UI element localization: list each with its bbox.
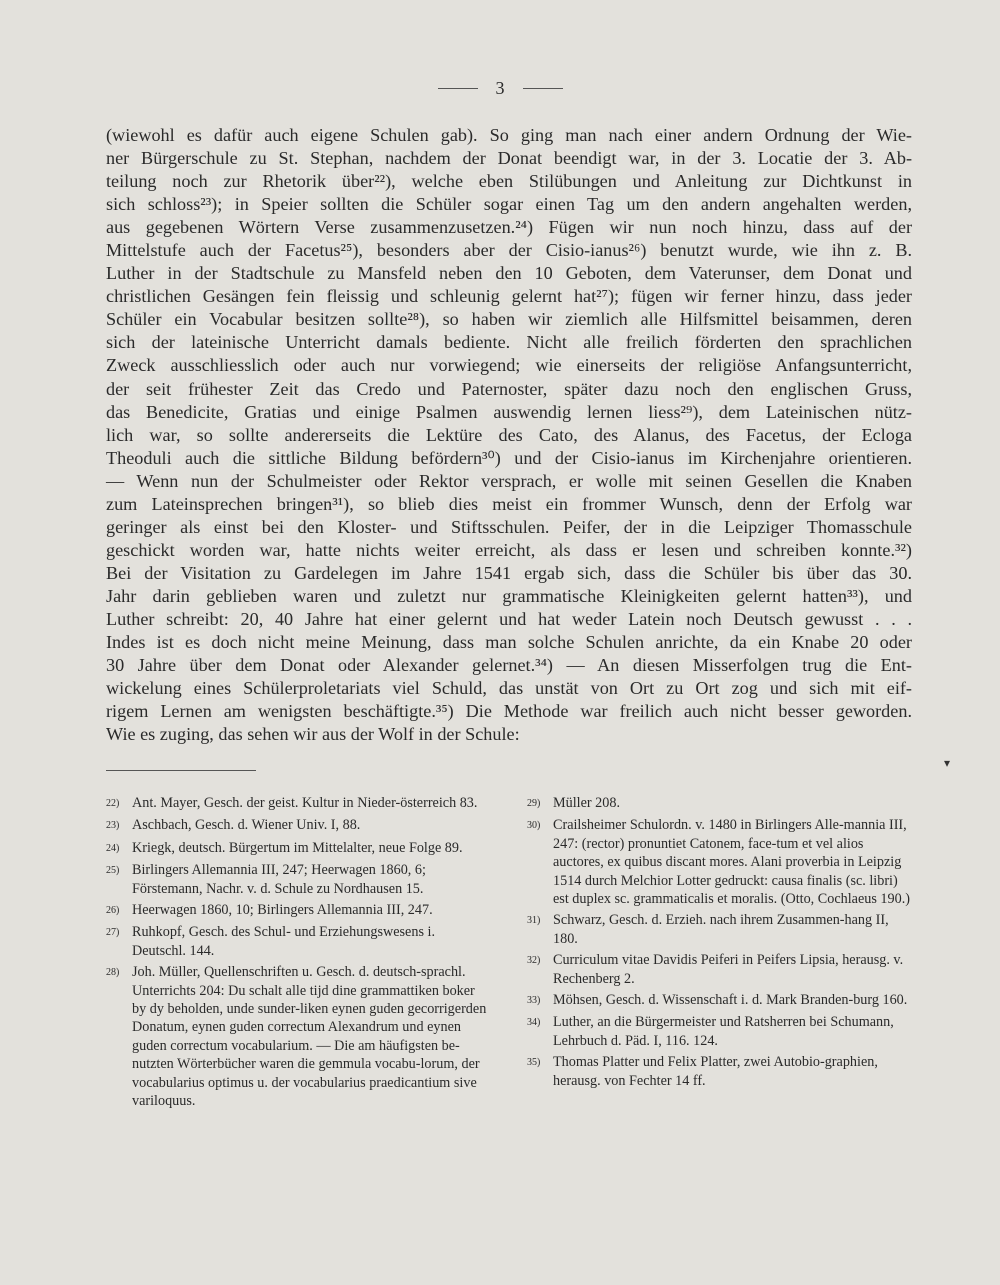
body-line: geringer als einst bei den Kloster- und Stiftsschulen. Peifer, der in die Leipziger Thomasschule	[106, 516, 912, 537]
footnote-text: Möhsen, Gesch. d. Wissenschaft i. d. Mark Branden-burg 160.	[553, 992, 908, 1009]
footnotes	[106, 794, 912, 1114]
footnote-item	[527, 951, 912, 988]
footnote-text: Schwarz, Gesch. d. Erzieh. nach ihrem Zusammen-hang II, 180.	[553, 912, 889, 947]
body-line: ner Bürgerschule zu St. Stephan, nachdem der Donat beendigt war, in der 3. Locatie der 3. Ab-	[106, 148, 912, 169]
body-line: Luther in der Stadtschule zu Mansfeld neben den 10 Geboten, dem Vaterunser, dem Donat und	[106, 263, 912, 284]
footnote-number: 29)	[527, 798, 541, 809]
footnote-item	[106, 963, 491, 1110]
footnote-item	[527, 794, 912, 813]
footnote-item	[106, 923, 491, 960]
header-rule-right	[523, 88, 563, 89]
body-line: wickelung eines Schülerproletariats viel Schuld, das unstät von Ort zu Ort zog und sich mit eif-	[106, 678, 912, 699]
footnote-item	[106, 816, 491, 835]
footnote-item	[527, 991, 912, 1010]
footnote-rule	[106, 770, 256, 771]
body-line: teilung noch zur Rhetorik über²²), welche eben Stilübungen und Anleitung zur Dichtkunst in	[106, 171, 912, 192]
footnote-text: Ant. Mayer, Gesch. der geist. Kultur in Nieder-österreich 83.	[132, 795, 478, 811]
footnote-text: Heerwagen 1860, 10; Birlingers Allemannia III, 247.	[132, 902, 433, 919]
footnote-number: 26)	[106, 905, 120, 917]
footnote-item	[106, 901, 491, 920]
body-line: Theoduli auch die sittliche Bildung befördern³⁰) und der Cisio-ianus im Kirchenjahre orientieren.	[106, 447, 912, 468]
body-line: Mittelstufe auch der Facetus²⁵), besonders aber der Cisio-ianus²⁶) benutzt wurde, wie ihn z. B.	[106, 240, 912, 261]
footnote-text: Crailsheimer Schulordn. v. 1480 in Birlingers Alle-mannia III, 247: (rector) pronuntiet Catonem, face-tum et vel alios auctores, ex quibus discant mores. Alani proverbia in Leipzig 1514 durch Melchior Lotter gedruckt: causa finalis (sc. libri) est duplex sc. grammaticalis et moralis. (Otto, Cochlaeus 190.)	[553, 817, 910, 908]
footnote-text: Luther, an die Bürgermeister und Ratsherren bei Schumann, Lehrbuch d. Päd. I, 116. 124.	[553, 1014, 894, 1049]
footnote-number: 30)	[527, 820, 541, 832]
body-line: lich war, so sollte andererseits die Lektüre des Cato, des Alanus, des Facetus, der Ecloga	[106, 424, 912, 445]
body-line: christlichen Gesängen fein fleissig und schleunig gelernt hat²⁷); fügen wir ferner hinzu, dass jeder	[106, 286, 912, 307]
footnote-number: 33)	[527, 995, 541, 1007]
footnote-text: Birlingers Allemannia III, 247; Heerwagen 1860, 6; Förstemann, Nachr. v. d. Schule zu Nordhausen 15.	[132, 862, 426, 897]
footnote-text: Ruhkopf, Gesch. des Schul- und Erziehungswesens i. Deutschl. 144.	[132, 924, 436, 959]
page-header	[0, 78, 1000, 99]
body-line: Jahr darin geblieben waren und zuletzt nur grammatische Kleinigkeiten gelernt hatten³³), und	[106, 585, 912, 606]
body-line: Luther schreibt: 20, 40 Jahre hat einer gelernt und hat weder Latein noch Deutsch gewusst . . .	[106, 608, 912, 629]
footnote-number: 31)	[527, 915, 541, 927]
body-line: Indes ist es doch nicht meine Meinung, dass man solche Schulen anrichte, da ein Knabe 20 oder	[106, 632, 912, 653]
body-line: aus gegebenen Wörtern Verse zusammenzusetzen.²⁴) Fügen wir nun noch hinzu, dass auf der	[106, 217, 912, 238]
footnotes-left-column	[106, 794, 491, 1114]
footnote-text: Thomas Platter und Felix Platter, zwei Autobio-graphien, herausg. von Fechter 14 ff.	[553, 1054, 878, 1089]
body-text	[106, 124, 912, 746]
header-rule-left	[438, 88, 478, 89]
footnote-number: 22)	[106, 798, 120, 809]
margin-mark: ▾	[944, 756, 951, 770]
footnote-item	[106, 794, 491, 813]
body-line: Zweck ausschliesslich oder auch nur vorwiegend; wie einerseits der religiöse Anfangsunterricht,	[106, 355, 912, 376]
body-line: das Benedicite, Gratias und einige Psalmen auswendig lernen liess²⁹), dem Lateinischen nütz-	[106, 401, 912, 422]
footnote-number: 32)	[527, 955, 541, 967]
footnote-number: 27)	[106, 927, 120, 939]
footnote-text: Aschbach, Gesch. d. Wiener Univ. I, 88.	[132, 817, 361, 834]
body-line: zum Lateinsprechen bringen³¹), so blieb dies meist ein frommer Wunsch, denn der Erfolg war	[106, 493, 912, 514]
footnote-text: Joh. Müller, Quellenschriften u. Gesch. d. deutsch-sprachl. Unterrichts 204: Du schalt alle tijd dine grammattiken boker by dy beholden, unde sunder-liken eynen guden gecorrigerden Donatum, eynen guden correctum Alexandrum und eynen guden correctum vocabularium. — Die am häufigsten be-nutzten Wörterbücher waren die gemmula vocabu-lorum, der vocabularius optimus u. der vocabularius praedicantium sive variloquus.	[132, 964, 487, 1110]
body-line: Schüler ein Vocabular besitzen sollte²⁸), so haben wir ziemlich alle Hilfsmittel beisammen, deren	[106, 309, 912, 330]
footnote-number: 23)	[106, 820, 120, 832]
footnote-item	[527, 816, 912, 908]
body-line: — Wenn nun der Schulmeister oder Rektor versprach, er wolle mit seinen Gesellen die Knaben	[106, 470, 912, 491]
footnote-item	[527, 1053, 912, 1090]
body-line: der seit frühester Zeit das Credo und Paternoster, später dazu noch den englischen Gruss,	[106, 378, 912, 399]
page-number: 3	[495, 78, 505, 98]
body-line: sich der lateinische Unterricht damals bediente. Nicht alle freilich förderten den sprachlichen	[106, 332, 912, 353]
footnote-text: Kriegk, deutsch. Bürgertum im Mittelalter, neue Folge 89.	[132, 839, 463, 856]
footnote-number: 34)	[527, 1017, 541, 1029]
footnotes-right-column	[527, 794, 912, 1114]
footnote-item	[527, 911, 912, 948]
body-line: rigem Lernen am wenigsten beschäftigte.³⁵) Die Methode war freilich auch nicht besser geworden.	[106, 701, 912, 722]
footnote-number: 25)	[106, 865, 120, 877]
footnote-item	[106, 861, 491, 898]
footnote-item	[106, 839, 491, 858]
body-line: sich schloss²³); in Speier sollten die Schüler sogar einen Tag um den andern angehalten werden,	[106, 194, 912, 215]
footnote-item	[527, 1013, 912, 1050]
footnote-number: 35)	[527, 1057, 541, 1069]
body-line: (wiewohl es dafür auch eigene Schulen gab). So ging man nach einer andern Ordnung der Wie-	[106, 125, 912, 145]
body-line: Bei der Visitation zu Gardelegen im Jahre 1541 ergab sich, dass die Schüler bis über das 30.	[106, 562, 912, 583]
body-line: Wie es zuging, das sehen wir aus der Wolf in der Schule:	[106, 724, 520, 745]
footnote-text: Curriculum vitae Davidis Peiferi in Peifers Lipsia, herausg. v. Rechenberg 2.	[553, 952, 904, 987]
footnote-number: 28)	[106, 967, 120, 979]
footnote-text: Müller 208.	[553, 795, 620, 811]
body-line: 30 Jahre über dem Donat oder Alexander gelernet.³⁴) — An diesen Misserfolgen trug die Ent-	[106, 655, 912, 676]
footnote-number: 24)	[106, 842, 120, 854]
body-line: geschickt worden war, hatte nichts weiter erreicht, als dass er lesen und schreiben konnte.³²)	[106, 539, 912, 560]
